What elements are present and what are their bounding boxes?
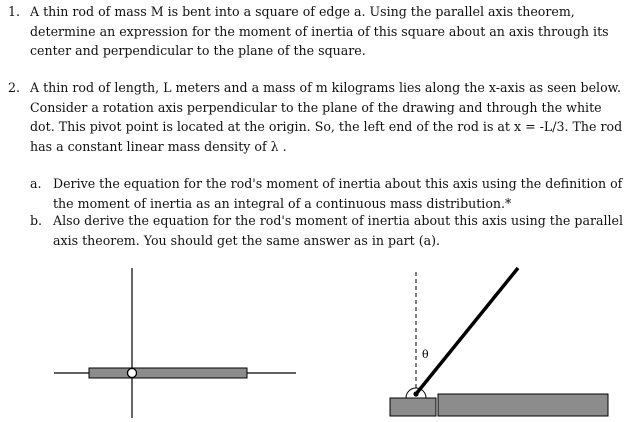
problem-2-part-a bbox=[30, 174, 626, 213]
part-a-text: Derive the equation for the rod's moment of inertia about this axis using the definition of the moment of inertia as an integral of a continuous mass distribution.* bbox=[53, 176, 623, 211]
problem-2 bbox=[8, 78, 626, 156]
problem-1 bbox=[8, 2, 626, 61]
problem-2-number: 2. bbox=[8, 80, 21, 95]
part-a-label: a. bbox=[30, 176, 42, 191]
angle-label: θ bbox=[422, 348, 429, 361]
problem-1-number: 1. bbox=[8, 4, 21, 19]
hinge-point bbox=[413, 391, 418, 396]
problem-1-text: A thin rod of mass M is bent into a square of edge a. Using the parallel axis theorem, determine an expression for the moment of inertia of this square about an axis through its center and perpendicular to the plane of the square. bbox=[30, 4, 609, 58]
rod-pivot-figure bbox=[0, 260, 320, 422]
problem-2-text: A thin rod of length, L meters and a mass of m kilograms lies along the x-axis as seen below. Consider a rotation axis perpendicular to the plane of the drawing and through the white dot. This pivot point is located at the origin. So, the left end of the rod is at x = -L/3. The rod has a constant linear mass density of λ . bbox=[30, 80, 623, 154]
pivot-dot bbox=[128, 369, 137, 378]
hinged-rod-figure bbox=[380, 260, 620, 422]
left-block bbox=[390, 398, 436, 416]
part-b-text: Also derive the equation for the rod's moment of inertia about this axis using the parallel axis theorem. You should get the same answer as in part (a). bbox=[53, 213, 624, 248]
part-b-label: b. bbox=[30, 213, 43, 228]
problem-2-part-b bbox=[30, 211, 626, 250]
rod-bar bbox=[89, 368, 247, 378]
tilted-rod bbox=[416, 268, 518, 394]
right-block bbox=[438, 394, 608, 416]
